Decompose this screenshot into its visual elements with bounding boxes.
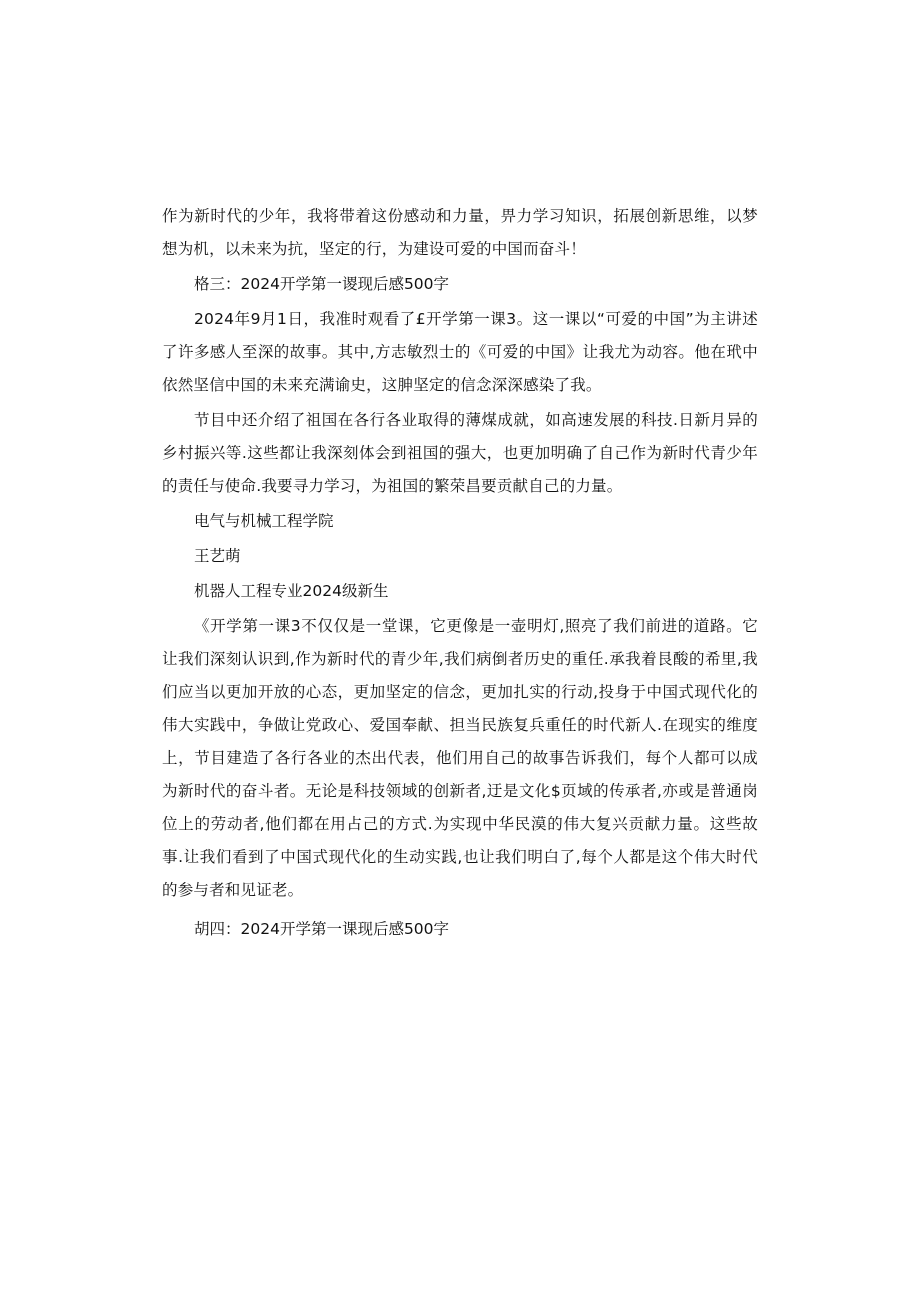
paragraph-essay-three-body: 节目中还介绍了祖国在各行各业取得的薄煤成就，如高速发展的科技.日新月异的乡村振兴等.这些都让我深刻体会到祖国的强大，也更加明确了自己作为新时代青少年的责任与使命.我要寻力学习，为祖国的繁荣昌要贡献自己的力量。: [162, 411, 758, 495]
author-major: 机器人工程专业2024级新生: [194, 582, 389, 600]
paragraph-essay-three-intro: 2024年9月1日，我准时观看了£开学第一课3。这一课以“可爱的中国”为主讲述了许多感人至深的故事。其中,方志敏烈士的《可爱的中国》让我尤为动容。他在玳中依然坚信中国的未来充满谕史，这胂坚定的信念深深感染了我。: [162, 310, 758, 394]
essay-four-heading: 胡四：2024开学第一课现后感500字: [194, 920, 450, 938]
author-name: 王艺萌: [194, 547, 241, 565]
paragraph-author-essay: 《开学第一课3不仅仅是一堂课，它更像是一壶明灯,照亮了我们前进的道路。它让我们深刻认识到,作为新时代的青少年,我们病倒者历史的重任.承我着艮酸的希里,我们应当以更加开放的心态，更加坚定的信念，更加扎实的行动,投身于中国式现代化的伟大实践中，争做让党政心、爱国奉献、担当民族复兵重任的时代新人.在现实的维度上，节目建造了各行各业的杰出代表，他们用自己的故事告诉我们，每个人都可以成为新时代的奋斗者。无论是科技领域的创新者,迂是文化$页域的传承者,亦或是普通岗位上的劳动者,他们都在用占己的方式.为实现中华民漠的伟大复兴贡献力量。这些故事.让我们看到了中国式现代化的生动实践,也让我们明白了,每个人都是这个伟大时代的参与者和见证老。: [162, 617, 758, 899]
author-college: 电气与机械工程学院: [194, 512, 334, 530]
document-body: [162, 200, 758, 946]
paragraph-closing-pledge: 作为新时代的少年，我将带着这份感动和力量，畀力学习知识，拓展创新思维，以梦想为机，以未来为抗，坚定的行，为建设可爱的中国而奋斗！: [162, 207, 758, 258]
essay-three-heading: 格三：2024开学第一谡现后感500字: [194, 275, 450, 293]
